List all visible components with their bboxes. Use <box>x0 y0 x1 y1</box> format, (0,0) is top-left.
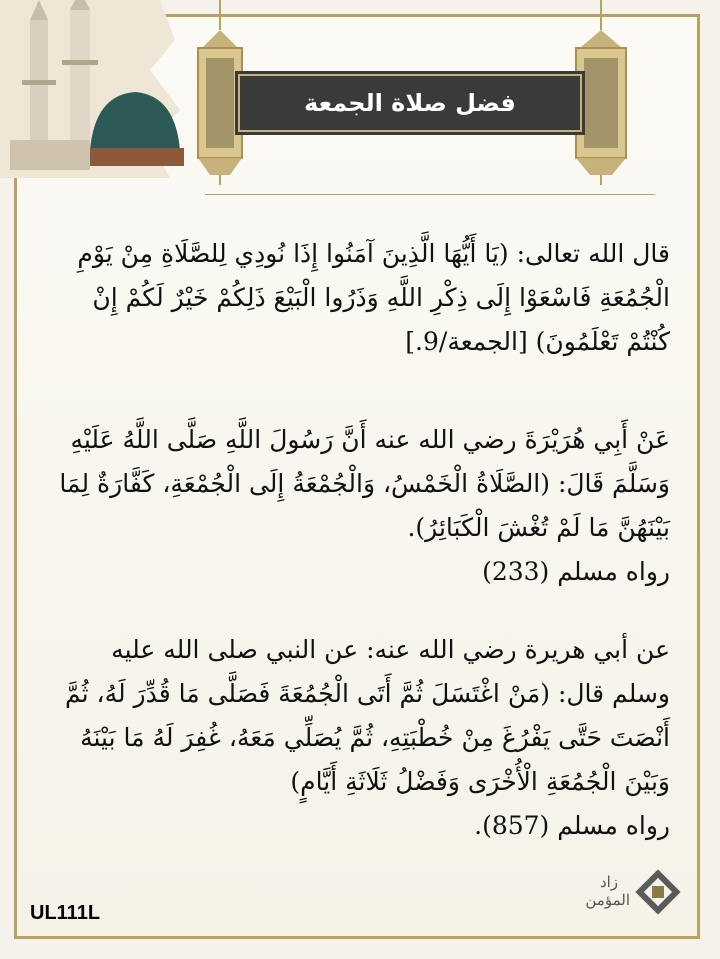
logo-icon <box>596 862 686 926</box>
divider <box>205 194 655 195</box>
hadith-source: رواه مسلم (233) <box>482 557 670 586</box>
mosque-illustration <box>0 0 190 180</box>
logo-text: زاد المؤمن <box>585 873 630 909</box>
hadith-paragraph-2 <box>55 628 670 848</box>
paragraph-text: عَنْ أَبِي هُرَيْرَةَ رضي الله عنه أَنَّ رَسُولَ اللَّهِ صَلَّى اللَّهُ عَلَيْهِ وَسَلَّمَ قَالَ: (الصَّلَاةُ الْخَمْسُ، وَالْجُمْعَةُ إِلَى الْجُمْعَةِ، كَفَّارَةٌ لِمَا بَيْنَهُنَّ مَا لَمْ تُغْشَ الْكَبَائِرُ). <box>59 425 670 542</box>
paragraph-text: قال الله تعالى: (يَا أَيُّهَا الَّذِينَ آمَنُوا إِذَا نُودِي لِلصَّلَاةِ مِنْ يَوْمِ الْجُمُعَةِ فَاسْعَوْا إِلَى ذِكْرِ اللَّهِ وَذَرُوا الْبَيْعَ ذَلِكُمْ خَيْرٌ لَكُمْ إِنْ كُنْتُمْ تَعْلَمُونَ) [الجمعة/9.] <box>77 239 670 356</box>
hadith-source: رواه مسلم (857). <box>474 811 670 840</box>
verse-paragraph <box>55 232 670 364</box>
page-title: فضل صلاة الجمعة <box>304 89 516 117</box>
image-code: UL111L <box>30 902 101 924</box>
paragraph-text: عن أبي هريرة رضي الله عنه: عن النبي صلى الله عليه وسلم قال: (مَنْ اغْتَسَلَ ثُمَّ أَتَى الْجُمُعَةَ فَصَلَّى مَا قُدِّرَ لَهُ، ثُمَّ أَنْصَتَ حَتَّى يَفْرُغَ مِنْ خُطْبَتِهِ، ثُمَّ يُصَلِّي مَعَهُ، غُفِرَ لَهُ مَا بَيْنَهُ وَبَيْنَ الْجُمُعَةِ الْأُخْرَى وَفَضْلُ ثَلَاثَةِ أَيَّامٍ) <box>64 635 670 796</box>
title-banner <box>238 74 582 132</box>
hadith-paragraph-1 <box>55 418 670 594</box>
